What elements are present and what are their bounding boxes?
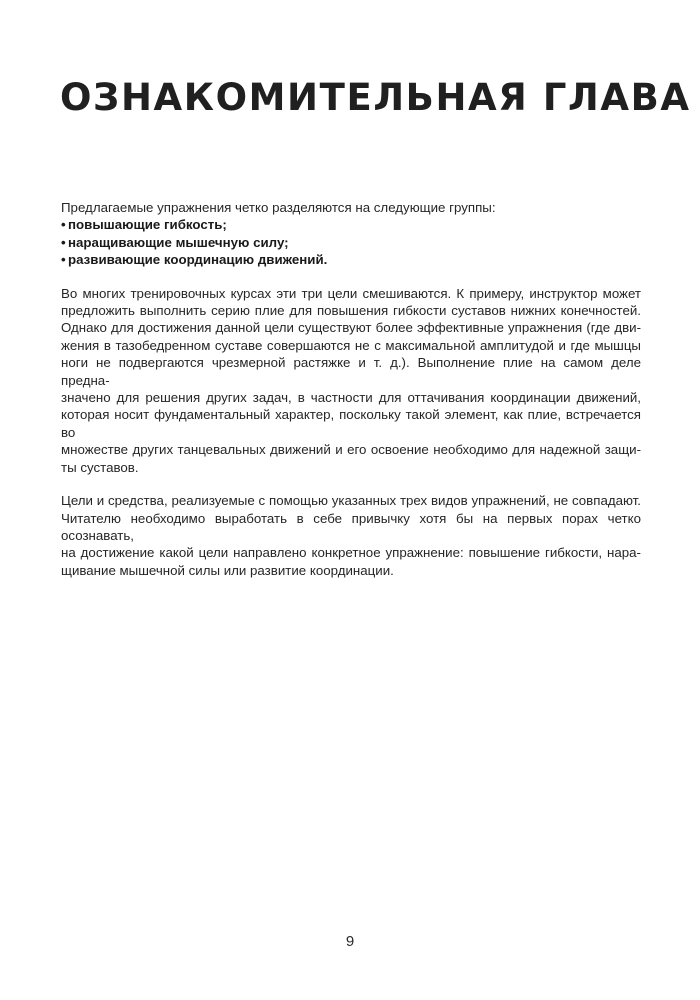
list-item — [61, 216, 641, 233]
text-line: Однако для достижения данной цели существуют более эффективные упражнения (где дви- — [61, 320, 641, 336]
paragraph-gap — [61, 269, 641, 285]
intro-lead: Предлагаемые упражнения четко разделяются на следующие группы: — [61, 200, 496, 215]
list-item-text: развивающие координацию движений. — [68, 252, 328, 268]
list-item-text: наращивающие мышечную силу; — [68, 234, 289, 250]
bullet-icon: • — [61, 234, 66, 250]
paragraph-1 — [61, 285, 641, 476]
chapter-title: ОЗНАКОМИТЕЛЬНАЯ ГЛАВА — [60, 76, 691, 119]
chapter-body — [61, 199, 641, 579]
text-line: значено для решения других задач, в частности для оттачивания координации движений, — [61, 390, 641, 406]
text-line: ноги не подвергаются чрезмерной растяжке и т. д.). Выполнение плие на самом деле предна- — [61, 355, 641, 388]
text-line: щивание мышечной силы или развитие координации. — [61, 562, 394, 578]
list-item — [61, 251, 641, 268]
paragraph-gap — [61, 476, 641, 492]
paragraph-2 — [61, 492, 641, 579]
text-line: которая носит фундаментальный характер, поскольку такой элемент, как плие, встречается во — [61, 407, 641, 440]
bullet-icon: • — [61, 252, 66, 268]
page-number: 9 — [345, 933, 355, 950]
list-item — [61, 234, 641, 251]
text-line: Цели и средства, реализуемые с помощью указанных трех видов упражнений, не совпадают. — [61, 493, 641, 509]
text-line: ты суставов. — [61, 459, 139, 475]
text-line: множестве других танцевальных движений и его освоение необходимо для надежной защи- — [61, 442, 641, 458]
exercise-groups-list — [61, 216, 641, 268]
list-item-text: повышающие гибкость; — [68, 217, 227, 233]
text-line: Читателю необходимо выработать в себе привычку хотя бы на первых порах четко осознавать, — [61, 510, 641, 543]
text-line: жения в тазобедренном суставе совершаются не с максимальной амплитудой и где мышцы — [61, 337, 641, 353]
text-line: на достижение какой цели направлено конкретное упражнение: повышение гибкости, нара- — [61, 545, 641, 561]
text-line: Во многих тренировочных курсах эти три цели смешиваются. К примеру, инструктор может — [61, 285, 641, 301]
bullet-icon: • — [61, 217, 66, 233]
text-line: предложить выполнить серию плие для повышения гибкости суставов нижних конечностей. — [61, 303, 641, 319]
